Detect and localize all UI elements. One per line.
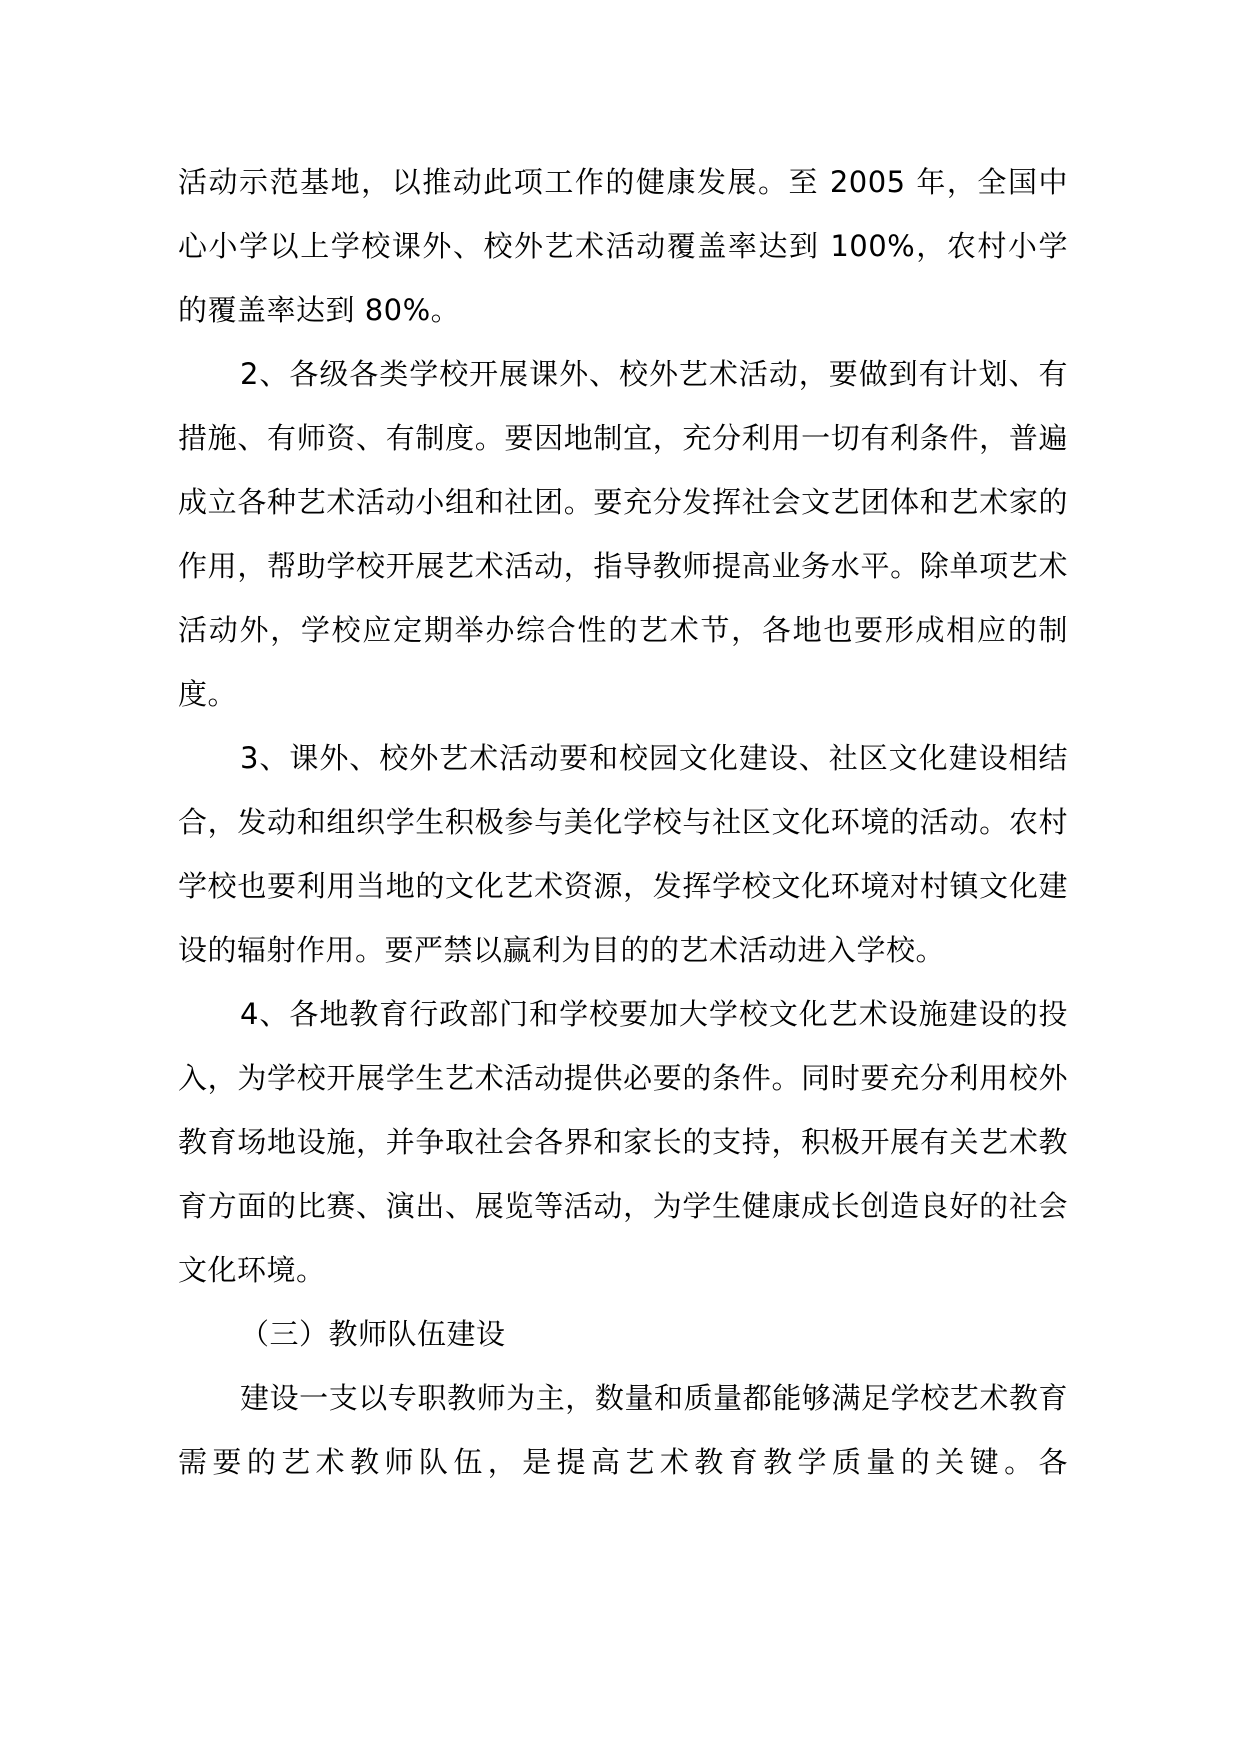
section-heading: （三）教师队伍建设: [240, 1317, 506, 1351]
paragraph-teacher-team: 建设一支以专职教师为主，数量和质量都能够满足学校艺术教育需要的艺术教师队伍，是提高艺术教育教学质量的关键。各: [178, 1381, 1068, 1479]
paragraph-continued: 活动示范基地，以推动此项工作的健康发展。至 2005 年，全国中心小学以上学校课外、校外艺术活动覆盖率达到 100%，农村小学的覆盖率达到 80%。: [178, 165, 1068, 327]
paragraph-item-4: 4、各地教育行政部门和学校要加大学校文化艺术设施建设的投入，为学校开展学生艺术活动提供必要的条件。同时要充分利用校外教育场地设施，并争取社会各界和家长的支持，积极开展有关艺术教育方面的比赛、演出、展览等活动，为学生健康成长创造良好的社会文化环境。: [178, 997, 1068, 1287]
document-page: [178, 150, 1068, 1494]
paragraph-item-3: 3、课外、校外艺术活动要和校园文化建设、社区文化建设相结合，发动和组织学生积极参与美化学校与社区文化环境的活动。农村学校也要利用当地的文化艺术资源，发挥学校文化环境对村镇文化建设的辐射作用。要严禁以赢利为目的的艺术活动进入学校。: [178, 741, 1068, 967]
paragraph-item-2: 2、各级各类学校开展课外、校外艺术活动，要做到有计划、有措施、有师资、有制度。要因地制宜，充分利用一切有利条件，普遍成立各种艺术活动小组和社团。要充分发挥社会文艺团体和艺术家的作用，帮助学校开展艺术活动，指导教师提高业务水平。除单项艺术活动外，学校应定期举办综合性的艺术节，各地也要形成相应的制度。: [178, 357, 1068, 711]
